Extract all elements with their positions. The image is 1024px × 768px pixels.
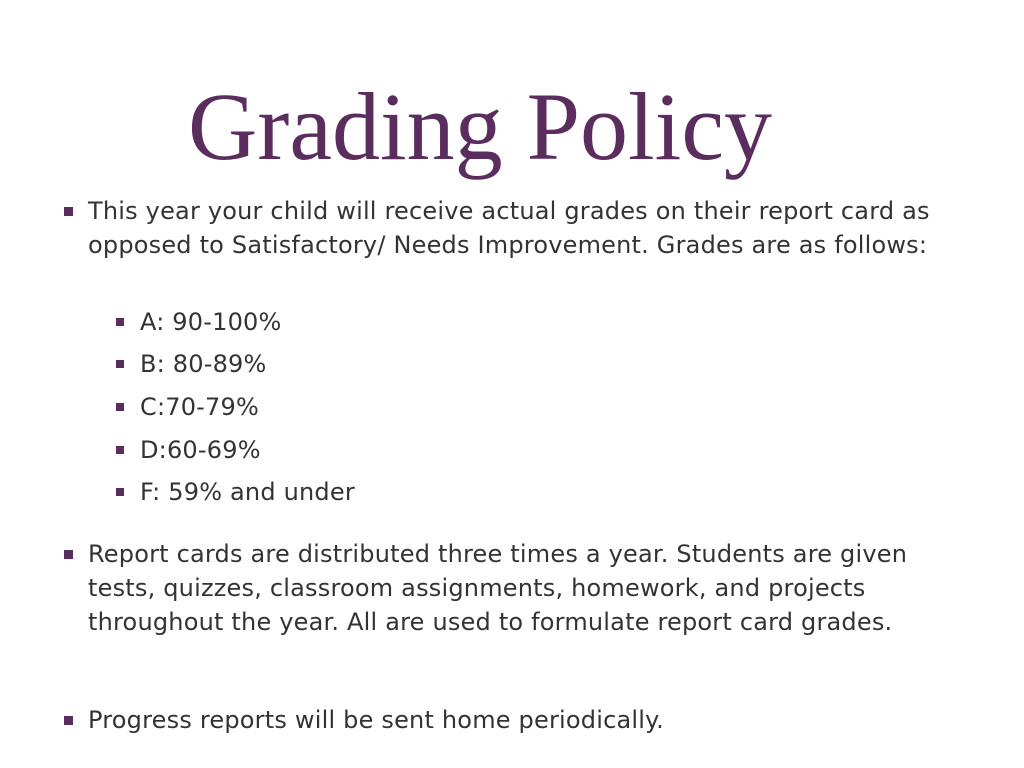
bullet-text-report-cards: Report cards are distributed three times a year. Students are given tests, quizzes, classroom assignments, homework, and projects throughout the year. All are used to formulate report card grades. xyxy=(88,540,908,636)
sub-bullet-marker xyxy=(116,446,124,454)
sub-bullet-marker xyxy=(116,360,124,368)
bullet-text-grades-intro: This year your child will receive actual grades on their report card as opposed to Satisfactory/ Needs Improvement. Grades are as follows: xyxy=(88,197,930,259)
bullet-marker xyxy=(64,716,73,725)
bullet-marker xyxy=(64,207,73,216)
grade-item-b: B: 80-89% xyxy=(140,350,267,378)
grade-item-d: D:60-69% xyxy=(140,436,261,464)
bullet-text-progress-reports: Progress reports will be sent home periodically. xyxy=(88,706,664,734)
sub-bullet-marker xyxy=(116,318,124,326)
bullet-marker xyxy=(64,550,73,559)
grade-item-f: F: 59% and under xyxy=(140,478,355,506)
sub-bullet-marker xyxy=(116,488,124,496)
sub-bullet-marker xyxy=(116,403,124,411)
grade-item-c: C:70-79% xyxy=(140,393,259,421)
slide-title: Grading Policy xyxy=(188,73,772,180)
grade-item-a: A: 90-100% xyxy=(140,308,282,336)
